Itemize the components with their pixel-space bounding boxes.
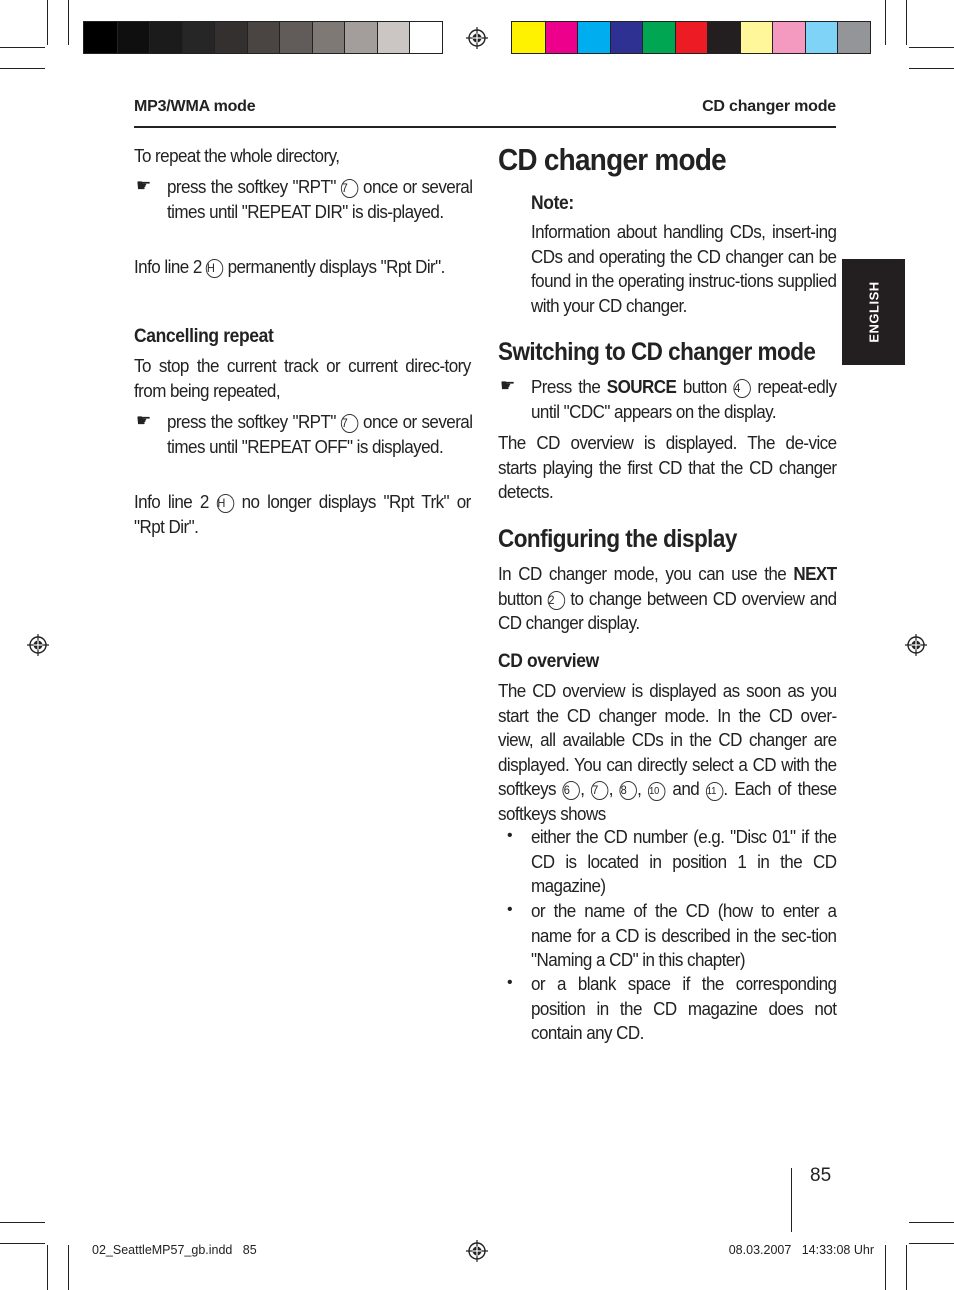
language-tab-label: ENGLISH	[866, 281, 881, 343]
color-swatch	[610, 22, 643, 53]
softkey-8-icon: 8	[620, 781, 637, 800]
paragraph: In CD changer mode, you can use the NEXT button 2 to change between CD overview and CD changer display.	[498, 563, 837, 633]
list-item: or a blank space if the corresponding position in the CD magazine does not contain any CD.	[531, 973, 837, 1043]
list-item: either the CD number (e.g. "Disc 01" if the CD is located in position 1 in the CD magazine)	[531, 826, 837, 896]
crop-mark	[68, 1245, 69, 1290]
crop-mark	[909, 1243, 954, 1244]
color-swatch	[279, 22, 312, 53]
crop-mark	[909, 1222, 954, 1223]
color-swatch	[642, 22, 675, 53]
crop-mark	[0, 68, 45, 69]
paragraph: To repeat the whole directory,	[134, 145, 340, 166]
color-bar	[511, 21, 871, 54]
section-heading: Switching to CD changer mode	[498, 338, 816, 366]
color-swatch	[182, 22, 215, 53]
crop-mark	[68, 0, 69, 45]
crop-mark	[47, 1245, 48, 1290]
language-tab	[842, 259, 905, 365]
color-swatch	[837, 22, 870, 53]
running-header-right: CD changer mode	[702, 98, 836, 115]
color-swatch	[409, 22, 442, 53]
color-swatch	[117, 22, 150, 53]
crop-mark	[47, 0, 48, 45]
paragraph: Info line 2 H no longer displays "Rpt Trk" or "Rpt Dir".	[134, 491, 471, 537]
color-swatch	[247, 22, 280, 53]
paragraph: To stop the current track or current direc-tory from being repeated,	[134, 355, 471, 401]
color-swatch	[740, 22, 773, 53]
crop-mark	[906, 0, 907, 45]
registration-mark-icon	[466, 27, 488, 49]
crop-mark	[909, 47, 954, 48]
step: press the softkey "RPT" 7 once or several times until "REPEAT OFF" is displayed.	[167, 411, 473, 457]
color-swatch	[84, 22, 117, 53]
softkey-7-icon: 7	[341, 414, 358, 433]
crop-mark	[0, 47, 45, 48]
page-number-divider	[791, 1168, 792, 1232]
crop-mark	[885, 0, 886, 45]
next-button-2-icon: 2	[547, 591, 564, 610]
note-label: Note:	[531, 193, 574, 214]
hand-pointer-icon: ☛	[500, 376, 516, 395]
paragraph: The CD overview is displayed. The de-vice starts playing the first CD that the CD changer detects.	[498, 432, 837, 502]
bullet-icon: •	[507, 901, 513, 918]
crop-mark	[0, 1243, 45, 1244]
softkey-7-icon: 7	[341, 179, 358, 198]
bullet-icon: •	[507, 974, 513, 991]
hand-pointer-icon: ☛	[136, 176, 152, 195]
page-title: CD changer mode	[498, 142, 726, 177]
crop-mark	[885, 1245, 886, 1290]
step: Press the SOURCE button 4 repeat-edly until "CDC" appears on the display.	[531, 376, 837, 422]
color-swatch	[577, 22, 610, 53]
color-swatch	[512, 22, 545, 53]
color-swatch	[149, 22, 182, 53]
source-button-4-icon: 4	[733, 379, 750, 398]
list-item: or the name of the CD (how to enter a name for a CD is described in the sec-tion "Naming a CD" in this chapter)	[531, 900, 837, 970]
softkey-6-icon: 6	[563, 781, 580, 800]
softkey-7-icon: 7	[591, 781, 608, 800]
softkey-10-icon: 10	[648, 782, 665, 801]
color-swatch	[772, 22, 805, 53]
grayscale-bar	[83, 21, 443, 54]
color-swatch	[312, 22, 345, 53]
registration-mark-icon	[905, 634, 927, 656]
bullet-icon: •	[507, 827, 513, 844]
color-swatch	[377, 22, 410, 53]
crop-mark	[0, 1222, 45, 1223]
color-swatch	[805, 22, 838, 53]
crop-mark	[909, 68, 954, 69]
footer-file-info: 02_SeattleMP57_gb.indd 85	[92, 1243, 257, 1257]
section-heading: Cancelling repeat	[134, 326, 274, 347]
softkey-11-icon: 11	[706, 782, 723, 801]
running-header-left: MP3/WMA mode	[134, 98, 256, 115]
header-rule	[134, 126, 836, 128]
registration-mark-icon	[466, 1240, 488, 1262]
page-number: 85	[810, 1165, 832, 1186]
subsection-heading: CD overview	[498, 651, 599, 672]
note-text: Information about handling CDs, insert-ing CDs and operating the CD changer can be found in the operating instruc-tions supplied with your CD changer.	[531, 221, 837, 316]
crop-mark	[906, 1245, 907, 1290]
color-swatch	[675, 22, 708, 53]
registration-mark-icon	[27, 634, 49, 656]
color-swatch	[214, 22, 247, 53]
info-line-h-icon: H	[216, 494, 233, 513]
color-swatch	[707, 22, 740, 53]
paragraph: Info line 2 H permanently displays "Rpt Dir".	[134, 256, 445, 277]
color-swatch	[545, 22, 578, 53]
section-heading: Configuring the display	[498, 525, 737, 553]
paragraph: The CD overview is displayed as soon as you start the CD changer mode. In the CD over-view, all available CDs in the CD changer are displayed. You can directly select a CD with the softkeys 6 , 7 , 8 , 10 and 11 . Each of these softkeys shows	[498, 680, 837, 824]
color-swatch	[344, 22, 377, 53]
footer-timestamp: 08.03.2007 14:33:08 Uhr	[728, 1243, 874, 1257]
info-line-h-icon: H	[206, 259, 223, 278]
step: press the softkey "RPT" 7 once or several times until "REPEAT DIR" is dis-played.	[167, 176, 473, 222]
hand-pointer-icon: ☛	[136, 411, 152, 430]
